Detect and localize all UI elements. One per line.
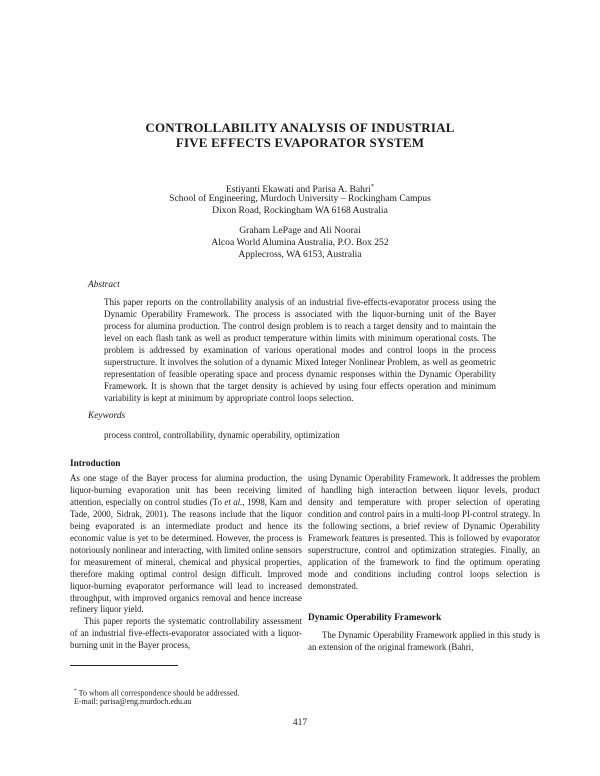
- author-names-2: Graham LePage and Ali Noorai: [239, 225, 361, 236]
- footnote-line-2: E-mail: parisa@eng.murdoch.edu.au: [74, 697, 192, 706]
- footnote-marker: *: [74, 688, 77, 694]
- right-column: [308, 473, 540, 593]
- introduction-heading: Introduction: [70, 459, 121, 469]
- dof-heading: Dynamic Operability Framework: [308, 613, 442, 623]
- affiliation-1-line-1: School of Engineering, Murdoch University – Rockingham Campus: [169, 193, 431, 204]
- title-line-1: CONTROLLABILITY ANALYSIS OF INDUSTRIAL: [145, 120, 455, 135]
- keywords-label: Keywords: [88, 411, 126, 421]
- footnote-line-1: * To whom all correspondence should be addressed.: [74, 688, 240, 698]
- intro-paragraph-3: using Dynamic Operability Framework. It addresses the problem of handling high interaction between liquor levels, product density and temperature with proper selection of operating condition and control pairs in a multi-loop PI-control strategy. In the following sections, a brief review of Dynamic Operability Framework features is presented. This is followed by evaporator superstructure, control and optimization strategies. Finally, an application of the framework to find the optimum operating mode and conditions including control loops selection is demonstrated.: [308, 473, 540, 591]
- intro-paragraph-1: As one stage of the Bayer process for alumina production, the liquor-burning evaporation unit has been receiving limited attention, especially on control studies (To et al., 1998, Kam and Tade, 2000, Sidrak, 2001). The reasons include that the liquor being evaporated is an intermediate product and hence its economic value is yet to be determined. However, the process is notoriously nonlinear and interacting, with limited online sensors for measurement of mineral, chemical and physical properties, therefore making optimal control design difficult. Improved liquor-burning evaporator performance will lead to increased throughput, with improved organics removal and hence increase refinery liquor yield.: [70, 473, 303, 615]
- abstract-text: This paper reports on the controllability analysis of an industrial five-effects-evaporator process using the Dynamic Operability Framework. The process is associated with the liquor-burning unit of the Bayer process for alumina production. The control design problem is to reach a target density and to maintain the level on each flash tank as well as product temperature within limits with minimum operational costs. The problem is addressed by examination of various operational modes and control loops in the process superstructure. It involves the solution of a dynamic Mixed Integer Nonlinear Problem, as well as geometric representation of feasible operating space and process dynamic responses within the Dynamic Operability Framework. It is shown that the target density is achieved by using four effects operation and minimum variability is kept at minimum by appropriate control loops selection.: [104, 297, 496, 403]
- affiliation-1-line-2: Dixon Road, Rockingham WA 6168 Australia: [212, 205, 388, 216]
- keywords-text: process control, controllability, dynamic operability, optimization: [104, 430, 340, 440]
- footnote-rule: [70, 665, 178, 666]
- author-names-1: Estiyanti Ekawati and Parisa A. Bahri*: [225, 183, 375, 196]
- abstract-label: Abstract: [88, 280, 120, 290]
- corresponding-author-marker: *: [370, 183, 375, 190]
- affiliation-2-line-1: Alcoa World Alumina Australia, P.O. Box 252: [211, 237, 389, 248]
- affiliation-2-line-2: Applecross, WA 6153, Australia: [238, 249, 362, 260]
- left-column: [70, 473, 302, 652]
- page-number: 417: [292, 718, 308, 728]
- intro-paragraph-2: This paper reports the systematic controllability assessment of an industrial five-effects-evaporator associated with a liquor-burning unit in the Bayer process,: [70, 616, 302, 651]
- title-line-2: FIVE EFFECTS EVAPORATOR SYSTEM: [175, 135, 425, 150]
- dof-paragraph: The Dynamic Operability Framework applied in this study is an extension of the original framework (Bahri,: [308, 630, 540, 652]
